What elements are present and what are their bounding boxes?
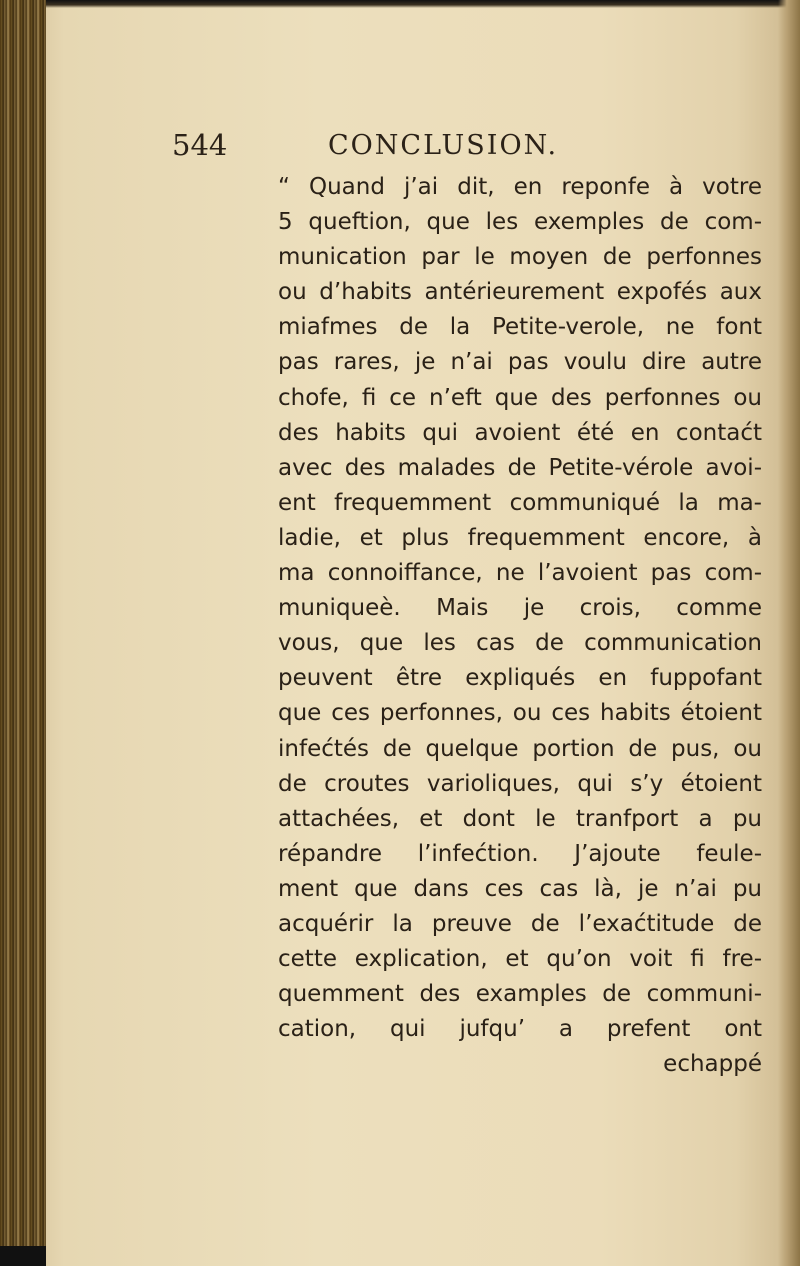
running-head: CONCLUSION.	[328, 130, 559, 161]
text-line: ladie, et plus frequemment encore, à	[278, 524, 762, 551]
text-line: pas rares, je n’ai pas voulu dire autre	[278, 349, 762, 376]
text-line: attachées, et dont le tranfport a pu	[278, 805, 762, 832]
text-line: des habits qui avoient été en contaćt	[278, 419, 762, 446]
page-number: 544	[172, 128, 228, 162]
page-right-edge	[778, 0, 800, 1266]
body-text	[278, 170, 762, 1082]
text-line: cation, qui jufqu’ a prefent ont	[278, 1016, 762, 1043]
page-header	[172, 128, 732, 172]
page-top-edge	[46, 0, 800, 8]
text-line: ou d’habits antérieurement expofés aux	[278, 279, 762, 306]
text-line: muniqueè. Mais je crois, comme	[278, 595, 762, 622]
text-line: 5 queftion, que les exemples de com-	[278, 209, 762, 236]
text-line: munication par le moyen de perfonnes	[278, 244, 762, 271]
catchword: echappé	[663, 1051, 762, 1078]
text-line: vous, que les cas de communication	[278, 630, 762, 657]
text-line: ment que dans ces cas là, je n’ai pu	[278, 875, 762, 902]
text-line: acquérir la preuve de l’exaćtitude de	[278, 910, 762, 937]
text-line: “ Quand j’ai dit, en reponfe à votre	[278, 174, 762, 200]
text-line: infećtés de quelque portion de pus, ou	[278, 735, 762, 762]
text-line: quemment des examples de communi-	[278, 981, 762, 1008]
text-line: miafmes de la Petite-verole, ne font	[278, 314, 762, 341]
text-line: ma connoiffance, ne l’avoient pas com-	[278, 560, 762, 587]
page-fore-edge	[0, 0, 46, 1266]
text-line: peuvent être expliqués en fuppofant	[278, 665, 762, 692]
text-line: chofe, fi ce n’eft que des perfonnes ou	[278, 384, 762, 411]
text-line: cette explication, et qu’on voit fi fre-	[278, 946, 762, 973]
text-line: que ces perfonnes, ou ces habits étoient	[278, 700, 762, 727]
text-line: avec des malades de Petite-vérole avoi-	[278, 454, 762, 481]
text-line: de croutes varioliques, qui s’y étoient	[278, 770, 762, 797]
text-line: ent frequemment communiqué la ma-	[278, 489, 762, 516]
text-line: répandre l’infećtion. J’ajoute feule-	[278, 840, 762, 867]
